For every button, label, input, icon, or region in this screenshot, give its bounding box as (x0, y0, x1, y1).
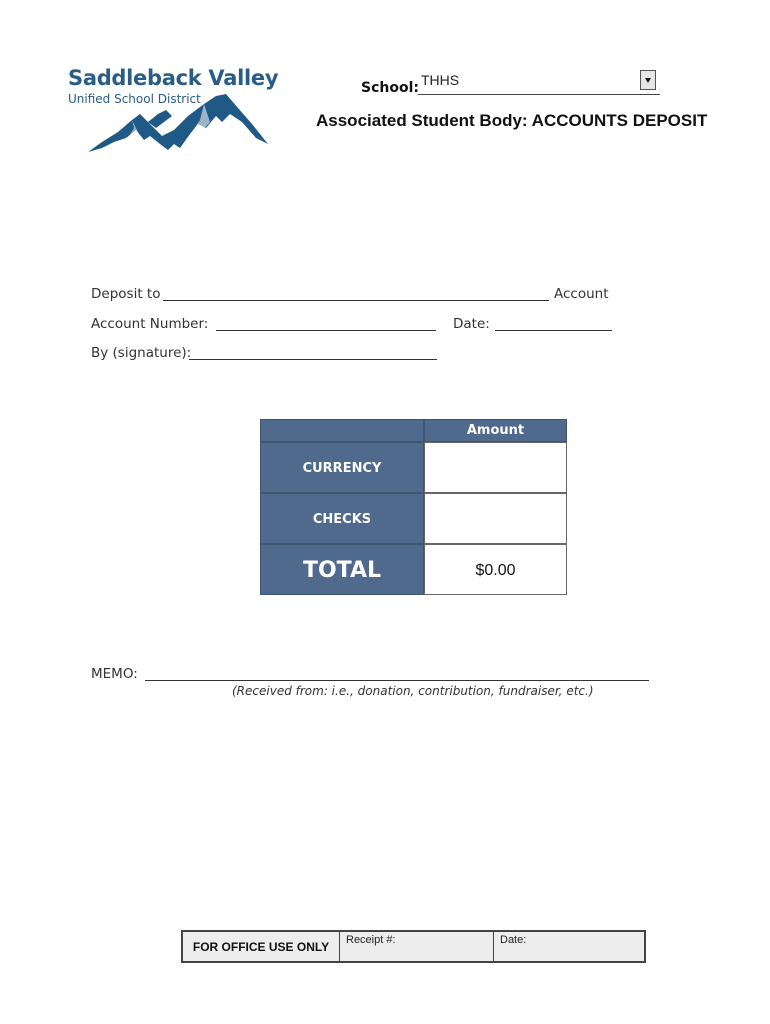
total-label: TOTAL (260, 544, 424, 595)
currency-amount-field[interactable] (424, 442, 567, 493)
signature-label: By (signature): (91, 345, 192, 361)
school-dropdown-button[interactable] (640, 70, 656, 90)
deposit-to-label: Deposit to (91, 286, 161, 302)
memo-hint: (Received from: i.e., donation, contribution, fundraiser, etc.) (232, 684, 594, 698)
amount-header: Amount (424, 419, 567, 442)
checks-amount-field[interactable] (424, 493, 567, 544)
memo-field[interactable] (145, 666, 649, 681)
school-value: THHS (421, 72, 460, 88)
deposit-to-field[interactable] (163, 286, 549, 301)
table-header-blank (260, 419, 424, 442)
receipt-number-field[interactable] (340, 932, 494, 961)
checks-label: CHECKS (260, 493, 424, 544)
account-number-field[interactable] (216, 316, 436, 331)
mountain-logo-icon (88, 92, 270, 158)
chevron-down-icon (645, 78, 651, 83)
account-suffix-label: Account (554, 286, 609, 302)
office-date-label: Date: (500, 934, 527, 946)
office-use-box (181, 930, 646, 963)
total-amount-value: $0.00 (424, 544, 567, 595)
district-logo-title: Saddleback Valley (68, 66, 279, 90)
office-date-field[interactable] (494, 932, 644, 961)
account-number-label: Account Number: (91, 316, 209, 332)
office-use-label: FOR OFFICE USE ONLY (183, 932, 340, 961)
form-title: Associated Student Body: ACCOUNTS DEPOSIT (316, 111, 708, 130)
memo-label: MEMO: (91, 666, 138, 682)
currency-label: CURRENCY (260, 442, 424, 493)
deposit-amount-table (260, 419, 567, 595)
receipt-label: Receipt #: (346, 934, 396, 946)
date-field[interactable] (495, 316, 612, 331)
signature-field[interactable] (189, 345, 437, 360)
date-label: Date: (453, 316, 490, 332)
district-logo-subtitle: Unified School District (68, 92, 201, 106)
school-label: School: (361, 80, 419, 96)
